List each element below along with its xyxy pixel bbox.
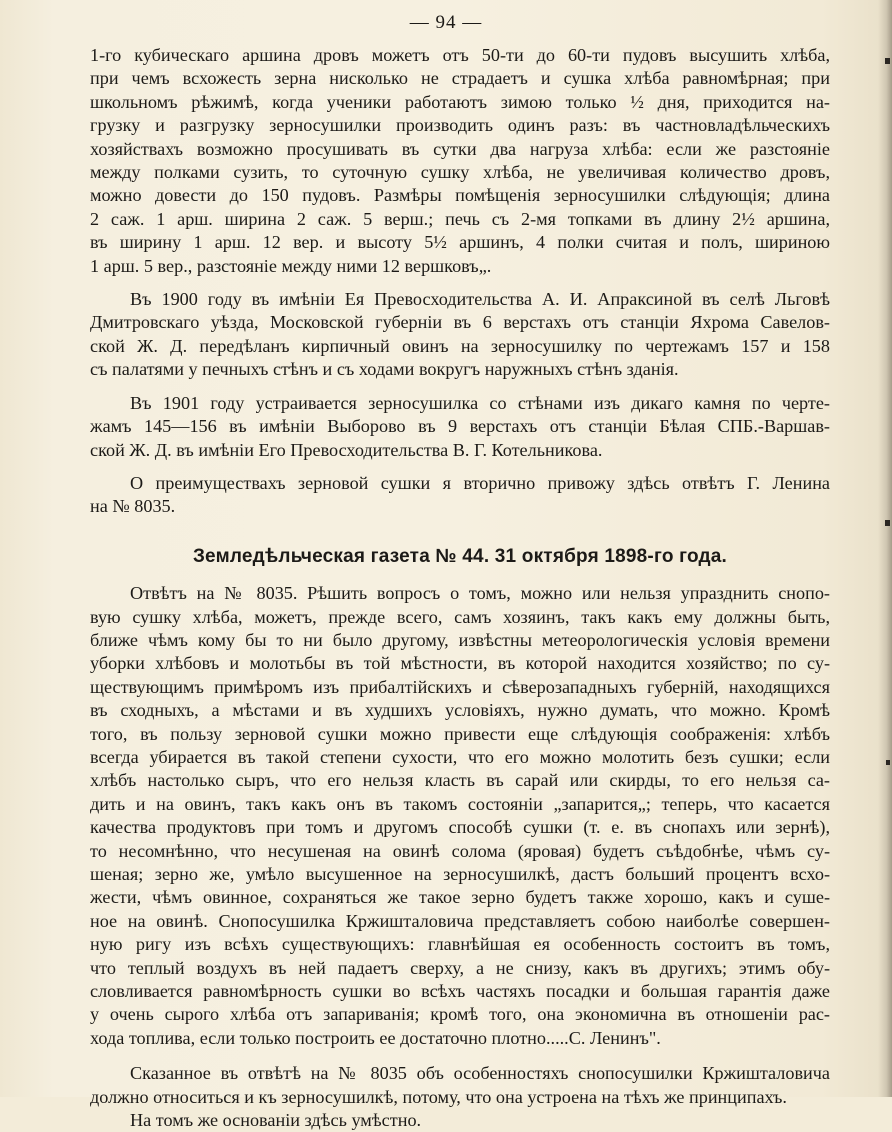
text-line: при чемъ всхожесть зерна нисколько не страдаетъ и сушка хлѣба равномѣрная; при <box>90 68 830 89</box>
text-line: всегда убирается въ такой степени сухости, что его можно молотить безъ сушки; если <box>90 746 830 767</box>
text-line: въ ширину 1 арш. 12 вер. и высоту 5½ аршинъ, 4 полки считая и полъ, шириною <box>90 232 830 253</box>
paragraph-1901-estate <box>90 392 830 462</box>
text-line: на № 8035. <box>90 496 176 517</box>
margin-mark-lower <box>886 760 890 765</box>
text-line: между полками сузить, то суточную сушку хлѣба, не увеличивая количество дровъ, <box>90 162 830 183</box>
text-line: 1 арш. 5 вер., разстояніе между ними 12 вершковъ„. <box>90 255 492 276</box>
text-line: Отвѣтъ на № 8035. Рѣшить вопросъ о томъ, можно или нельзя упразднить снопо- <box>130 583 830 604</box>
text-line: уборки хлѣбовъ и молотьбы въ той мѣстности, въ которой находится хозяйство; по су- <box>90 653 830 674</box>
text-line: На томъ же основаніи здѣсь умѣстно. <box>130 1110 422 1131</box>
paragraph-answer-8035 <box>90 582 830 1050</box>
text-line: хода топлива, если только построить ее достаточно плотно.....С. Ленинъ". <box>90 1027 661 1048</box>
text-line: жести, чѣмъ овинное, сохраняться же такое зерно будетъ также хорошо, какъ и суше- <box>90 887 830 908</box>
text-line: вую сушку хлѣба, можетъ, прежде всего, самъ хозяинъ, такъ какъ ему должны быть, <box>90 606 830 627</box>
text-line: жамъ 145—156 въ имѣніи Выборово въ 9 верстахъ отъ станціи Бѣлая СПБ.-Варшав- <box>90 416 830 437</box>
paragraph-conclusion <box>90 1062 830 1109</box>
text-line: ской Ж. Д. въ имѣніи Его Превосходительства В. Г. Котельникова. <box>90 439 603 460</box>
margin-mark-top <box>885 58 890 64</box>
text-line: Дмитровскаго уѣзда, Московской губерніи въ 6 верстахъ отъ станціи Яхрома Савелов- <box>90 312 830 333</box>
text-line: школьномъ рѣжимѣ, когда ученики работаютъ зимою только ½ дня, приходится на- <box>90 91 830 112</box>
paragraph-1900-estate <box>90 288 830 382</box>
text-line: словливается равномѣрность сушки во всѣхъ частяхъ посадки и большая гарантія даже <box>90 981 830 1002</box>
paragraph-advantages <box>90 472 830 519</box>
text-line: ближе чѣмъ кому бы то ни было другому, извѣстны метеорологическія условія времени <box>90 629 830 650</box>
text-line: съ палатями у печныхъ стѣнъ и съ ходами вокругъ наружныхъ стѣнъ зданія. <box>90 359 679 380</box>
text-line: Въ 1900 году въ имѣніи Ея Превосходительства А. И. Апраксиной въ селѣ Льговѣ <box>130 289 830 310</box>
margin-mark-middle <box>885 520 890 526</box>
paragraph-closing <box>90 1109 830 1132</box>
text-line: 1-го кубическаго аршина дровъ можетъ отъ 50-ти до 60-ти пудовъ высушить хлѣба, <box>90 45 830 65</box>
text-line: ную ригу изъ всѣхъ существующихъ: главнѣйшая ея особенность состоитъ въ томъ, <box>90 934 830 955</box>
text-line: Въ 1901 году устраивается зерносушилка со стѣнами изъ дикаго камня по черте- <box>130 392 830 413</box>
text-line: хозяйствахъ возможно просушивать въ сутки два нагруза хлѣба: если же разстояніе <box>90 138 830 159</box>
page-edge-shadow <box>878 0 892 1097</box>
text-line: шеная; зерно же, умѣло высушенное на зерносушилкѣ, дастъ больший процентъ всхо- <box>90 864 830 884</box>
text-line: ное на овинѣ. Снопосушилка Кржишталовича представляетъ собою наиболѣе совершен- <box>90 910 830 931</box>
text-line: что теплый воздухъ въ ней падаетъ сверху, а не снизу, какъ въ другихъ; этимъ обу- <box>90 957 830 978</box>
text-line: дить и на овинъ, такъ какъ онъ въ такомъ состояніи „запарится„; теперь, что касается <box>90 793 830 814</box>
text-line: О преимуществахъ зерновой сушки я вторично привожу здѣсь отвѣтъ Г. Ленина <box>130 472 830 493</box>
section-heading: Земледѣльческая газета № 44. 31 октября 1898-го года. <box>192 545 728 567</box>
text-line: ской Ж. Д. передѣланъ кирпичный овинъ на зерносушилку по чертежамъ 157 и 158 <box>90 335 830 356</box>
text-line: качества продуктовъ при томъ и другомъ способѣ сушки (т. е. въ снопахъ или зернѣ), <box>90 817 830 838</box>
text-line: ществующимъ примѣромъ изъ прибалтійскихъ и сѣверозападныхъ губерній, находящихся <box>90 676 830 697</box>
text-line: Сказанное въ отвѣтѣ на № 8035 объ особенностяхъ снопосушилки Кржишталовича <box>130 1063 830 1084</box>
page-number: — 94 — <box>409 12 483 33</box>
page-content <box>90 44 830 1132</box>
text-line: того, въ пользу зерновой сушки можно привести еще слѣдующія соображенія: хлѣбъ <box>90 723 830 744</box>
paragraph-drying-capacity <box>90 44 830 278</box>
text-line: хлѣбъ настолько сыръ, что его нельзя класть въ сарай или скирды, то его нельзя са- <box>90 770 830 791</box>
text-line: должно относиться и къ зерносушилкѣ, потому, что она устроена на тѣхъ же принципахъ. <box>90 1086 787 1107</box>
text-line: грузку и разгрузку зерносушилки производить одинъ разъ: въ частновладѣльческихъ <box>90 115 830 136</box>
text-line: 2 саж. 1 арш. ширина 2 саж. 5 верш.; печь съ 2-мя топками въ длину 2½ аршина, <box>90 208 830 229</box>
text-line: у очень сырого хлѣба отъ запариванія; кромѣ того, она экономична въ отношеніи рас- <box>90 1004 830 1025</box>
text-line: то несомнѣнно, что несушеная на овинѣ солома (яровая) будетъ съѣдобнѣе, чѣмъ су- <box>90 840 830 861</box>
text-line: въ сходныхъ, а мѣстами и въ худшихъ условіяхъ, нужно думать, что можно. Кромѣ <box>90 700 830 721</box>
text-line: можно довести до 150 пудовъ. Размѣры помѣщенія зерносушилки слѣдующія; длина <box>90 185 830 206</box>
